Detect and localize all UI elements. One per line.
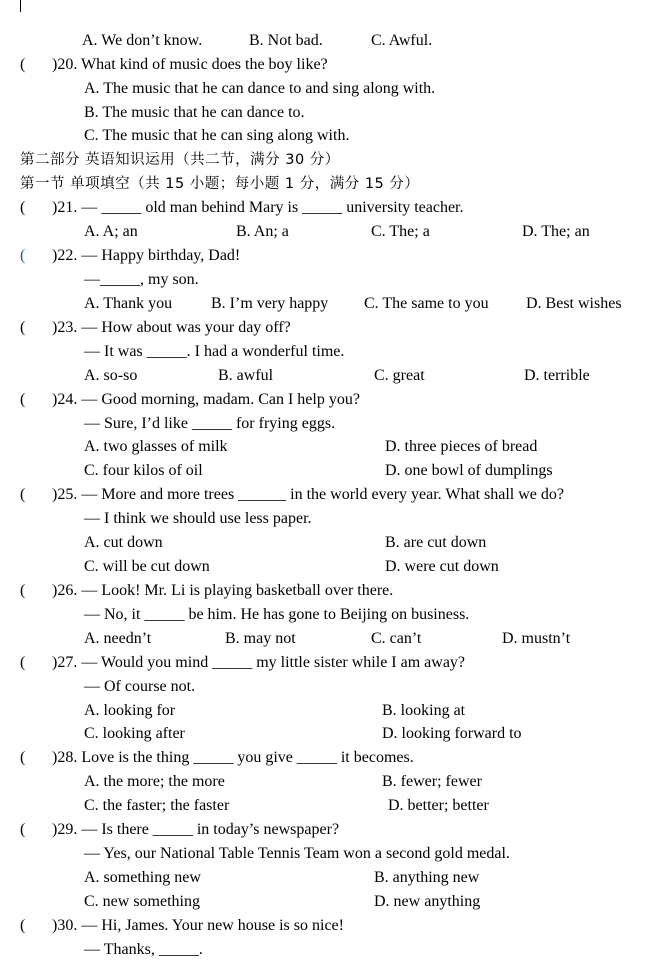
q19-option-b: B. Not bad. (249, 32, 323, 49)
q25-option-d: D. were cut down (385, 558, 499, 575)
q29-option-d: D. new anything (374, 893, 481, 910)
q21-stem: )21. — _____ old man behind Mary is _____ university teacher. (52, 199, 464, 216)
q28-paren: ( (20, 749, 26, 766)
q24-stem: )24. — Good morning, madam. Can I help you? (52, 391, 360, 408)
q23-line2: — It was _____. I had a wonderful time. (84, 343, 345, 360)
q22-paren: ( (20, 247, 26, 264)
q29-option-a: A. something new (84, 869, 201, 886)
q26-option-b: B. may not (225, 630, 296, 647)
q25-option-c: C. will be cut down (84, 558, 210, 575)
q20-option-b: B. The music that he can dance to. (84, 104, 305, 121)
q20-stem: )20. What kind of music does the boy like? (52, 56, 328, 73)
q26-stem: )26. — Look! Mr. Li is playing basketball over there. (52, 582, 394, 599)
q23-option-d: D. terrible (524, 367, 590, 384)
q30-line2: — Thanks, _____. (84, 941, 203, 958)
q29-option-c: C. new something (84, 893, 200, 910)
q23-stem: )23. — How about was your day off? (52, 319, 291, 336)
q24-option-d2: D. one bowl of dumplings (385, 462, 553, 479)
q25-option-b: B. are cut down (385, 534, 487, 551)
q26-option-c: C. can’t (371, 630, 422, 647)
q27-option-b: B. looking at (382, 702, 466, 719)
q21-option-d: D. The; an (522, 223, 590, 240)
q28-option-c: C. the faster; the faster (84, 797, 230, 814)
q25-line2: — I think we should use less paper. (84, 510, 312, 527)
q26-option-d: D. mustn’t (502, 630, 571, 647)
q29-line2: — Yes, our National Table Tennis Team won a second gold medal. (84, 845, 510, 862)
q25-paren: ( (20, 486, 26, 503)
q28-option-b: B. fewer; fewer (382, 773, 482, 790)
q30-stem: )30. — Hi, James. Your new house is so nice! (52, 917, 344, 934)
q27-paren: ( (20, 654, 26, 671)
q24-option-d: D. three pieces of bread (385, 438, 538, 455)
q22-stem: )22. — Happy birthday, Dad! (52, 247, 241, 264)
q23-option-b: B. awful (218, 367, 274, 384)
q21-option-c: C. The; a (371, 223, 430, 240)
q26-paren: ( (20, 582, 26, 599)
q24-paren: ( (20, 391, 26, 408)
q22-option-b: B. I’m very happy (211, 295, 329, 312)
q29-paren: ( (20, 821, 26, 838)
q27-option-c: C. looking after (84, 725, 185, 742)
q28-option-a: A. the more; the more (84, 773, 225, 790)
q21-option-b: B. An; a (236, 223, 289, 240)
q22-option-d: D. Best wishes (526, 295, 622, 312)
q19-option-c: C. Awful. (371, 32, 433, 49)
q20-paren: ( (20, 56, 26, 73)
q23-option-c: C. great (374, 367, 425, 384)
q26-line2: — No, it _____ be him. He has gone to Beijing on business. (84, 606, 470, 623)
q20-option-a: A. The music that he can dance to and sing along with. (84, 80, 436, 97)
q22-option-c: C. The same to you (364, 295, 489, 312)
q23-option-a: A. so-so (84, 367, 138, 384)
q30-paren: ( (20, 917, 26, 934)
q27-stem: )27. — Would you mind _____ my little sister while I am away? (52, 654, 466, 671)
q29-stem: )29. — Is there _____ in today’s newspaper? (52, 821, 340, 838)
q19-option-a: A. We don’t know. (82, 32, 203, 49)
q21-option-a: A. A; an (84, 223, 138, 240)
q24-line2: — Sure, I’d like _____ for frying eggs. (84, 415, 336, 432)
q28-stem: )28. Love is the thing _____ you give _____ it becomes. (52, 749, 414, 766)
q25-option-a: A. cut down (84, 534, 163, 551)
section1-heading: 第一节 单项填空（共 15 小题；每小题 1 分，满分 15 分） (20, 176, 420, 192)
q27-option-d: D. looking forward to (382, 725, 522, 742)
q28-option-d: D. better; better (388, 797, 489, 814)
q22-option-a: A. Thank you (84, 295, 173, 312)
q26-option-a: A. needn’t (84, 630, 152, 647)
q24-option-a: A. two glasses of milk (84, 438, 228, 455)
q27-line2: — Of course not. (84, 678, 196, 695)
q23-paren: ( (20, 319, 26, 336)
q20-option-c: C. The music that he can sing along with. (84, 127, 350, 144)
q29-option-b: B. anything new (374, 869, 480, 886)
q24-option-c: C. four kilos of oil (84, 462, 203, 479)
q27-option-a: A. looking for (84, 702, 176, 719)
margin-line (20, 0, 21, 12)
q22-line2: —_____, my son. (84, 271, 199, 288)
q21-paren: ( (20, 199, 26, 216)
part2-heading: 第二部分 英语知识运用（共二节，满分 30 分） (20, 152, 340, 168)
q25-stem: )25. — More and more trees ______ in the world every year. What shall we do? (52, 486, 564, 503)
